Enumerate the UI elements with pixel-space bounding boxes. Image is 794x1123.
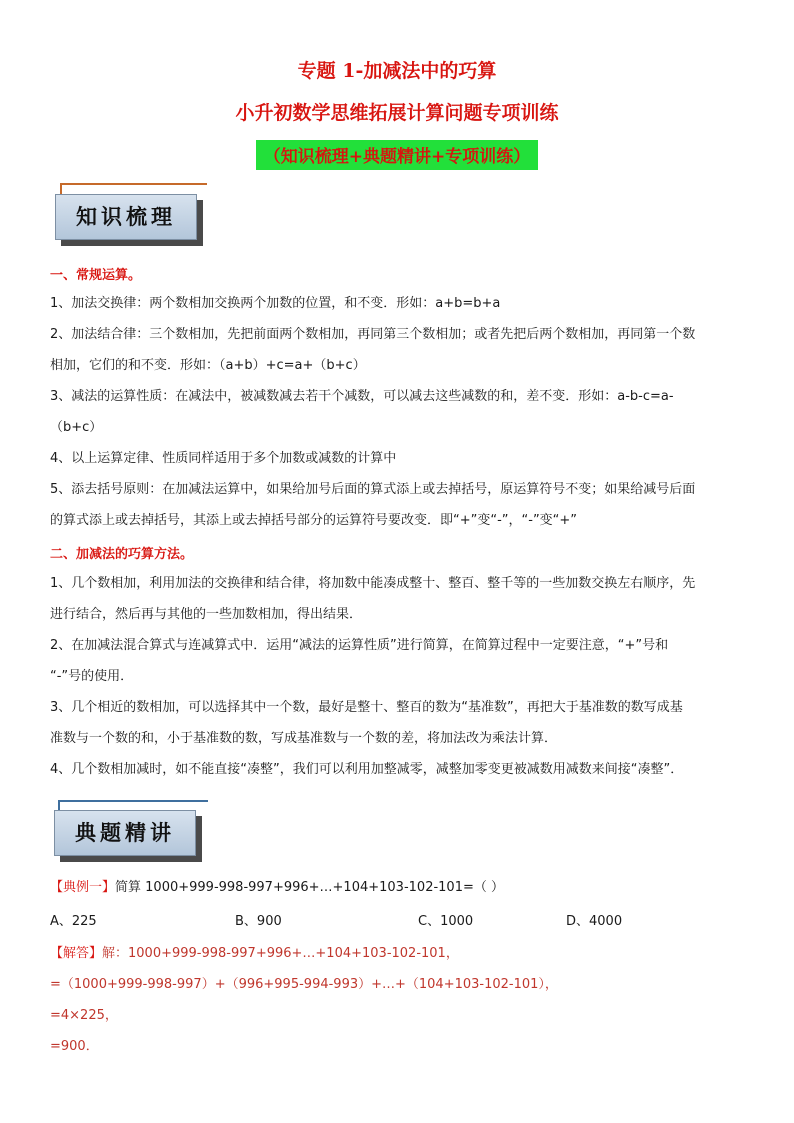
example-question-text: 简算 1000+999-998-997+996+…+104+103-102-101=（ ）: [115, 880, 504, 895]
section-heading-regular: 一、常规运算。: [50, 268, 142, 283]
text-line: （b+c）: [50, 420, 103, 435]
answer-line: =（1000+999-998-997）+（996+995-994-993）+…+（104+103-102-101），: [50, 977, 558, 992]
section-body-regular: [50, 288, 750, 536]
text-line: 2、在加减法混合算式与连减算式中．运用“减法的运算性质”进行简算，在简算过程中一定要注意，“+”号和: [50, 638, 669, 653]
doc-subtitle: 小升初数学思维拓展计算问题专项训练: [235, 102, 559, 124]
answer-tag: 【解答】: [50, 946, 103, 961]
text-line: 4、几个数相加减时，如不能直接“凑整”，我们可以利用加整减零，减整加零变更被减数用减数来间接“凑整”．: [50, 762, 684, 777]
section-heading-tricks: 二、加减法的巧算方法。: [50, 547, 194, 562]
text-line: 的算式添上或去掉括号，其添上或去掉括号部分的运算符号要改变．即“+”变“-”，“-”变“+”: [50, 513, 578, 528]
choice-d: D、4000: [566, 914, 623, 929]
answer-line: =900．: [50, 1039, 99, 1054]
example-tag: 【典例一】: [50, 880, 116, 895]
doc-title: 专题 1-加减法中的巧算: [297, 60, 497, 82]
text-line: 准数与一个数的和，小于基准数的数，写成基准数与一个数的差，将加法改为乘法计算．: [50, 731, 558, 746]
text-line: 1、加法交换律：两个数相加交换两个加数的位置，和不变．形如：a+b=b+a: [50, 296, 501, 311]
choice-b: B、900: [235, 914, 282, 929]
text-line: “-”号的使用．: [50, 669, 134, 684]
choice-a: A、225: [50, 914, 97, 929]
text-line: 1、几个数相加，利用加法的交换律和结合律，将加数中能凑成整十、整百、整千等的一些加数交换左右顺序，先: [50, 576, 696, 591]
text-line: 进行结合，然后再与其他的一些加数相加，得出结果．: [50, 607, 363, 622]
answer-line: [50, 942, 459, 961]
knowledge-badge: 知识梳理: [55, 194, 197, 240]
text-line: 5、添去括号原则：在加减法运算中，如果给加号后面的算式添上或去掉括号，原运算符号不变；如果给减号后面: [50, 482, 696, 497]
example-question: [50, 876, 504, 895]
doc-subtitle-banner: [0, 140, 794, 170]
text-line: 4、以上运算定律、性质同样适用于多个加数或减数的计算中: [50, 451, 397, 466]
text-line: 3、减法的运算性质：在减法中，被减数减去若干个减数，可以减去这些减数的和，差不变．形如：a-b-c=a-: [50, 389, 674, 404]
text-line: 3、几个相近的数相加，可以选择其中一个数，最好是整十、整百的数为“基准数”，再把大于基准数的数写成基: [50, 700, 683, 715]
answer-text: 解：1000+999-998-997+996+…+104+103-102-101，: [102, 946, 459, 961]
text-line: 相加，它们的和不变．形如：（a+b）+c=a+（b+c）: [50, 358, 366, 373]
examples-badge: 典题精讲: [54, 810, 196, 856]
section-body-tricks: [50, 568, 750, 785]
doc-subtitle-highlight: （知识梳理+典题精讲+专项训练）: [256, 140, 539, 170]
text-line: 2、加法结合律：三个数相加，先把前面两个数相加，再同第三个数相加；或者先把后两个数相加，再同第一个数: [50, 327, 696, 342]
answer-line: =4×225，: [50, 1008, 118, 1023]
choice-c: C、1000: [418, 914, 474, 929]
